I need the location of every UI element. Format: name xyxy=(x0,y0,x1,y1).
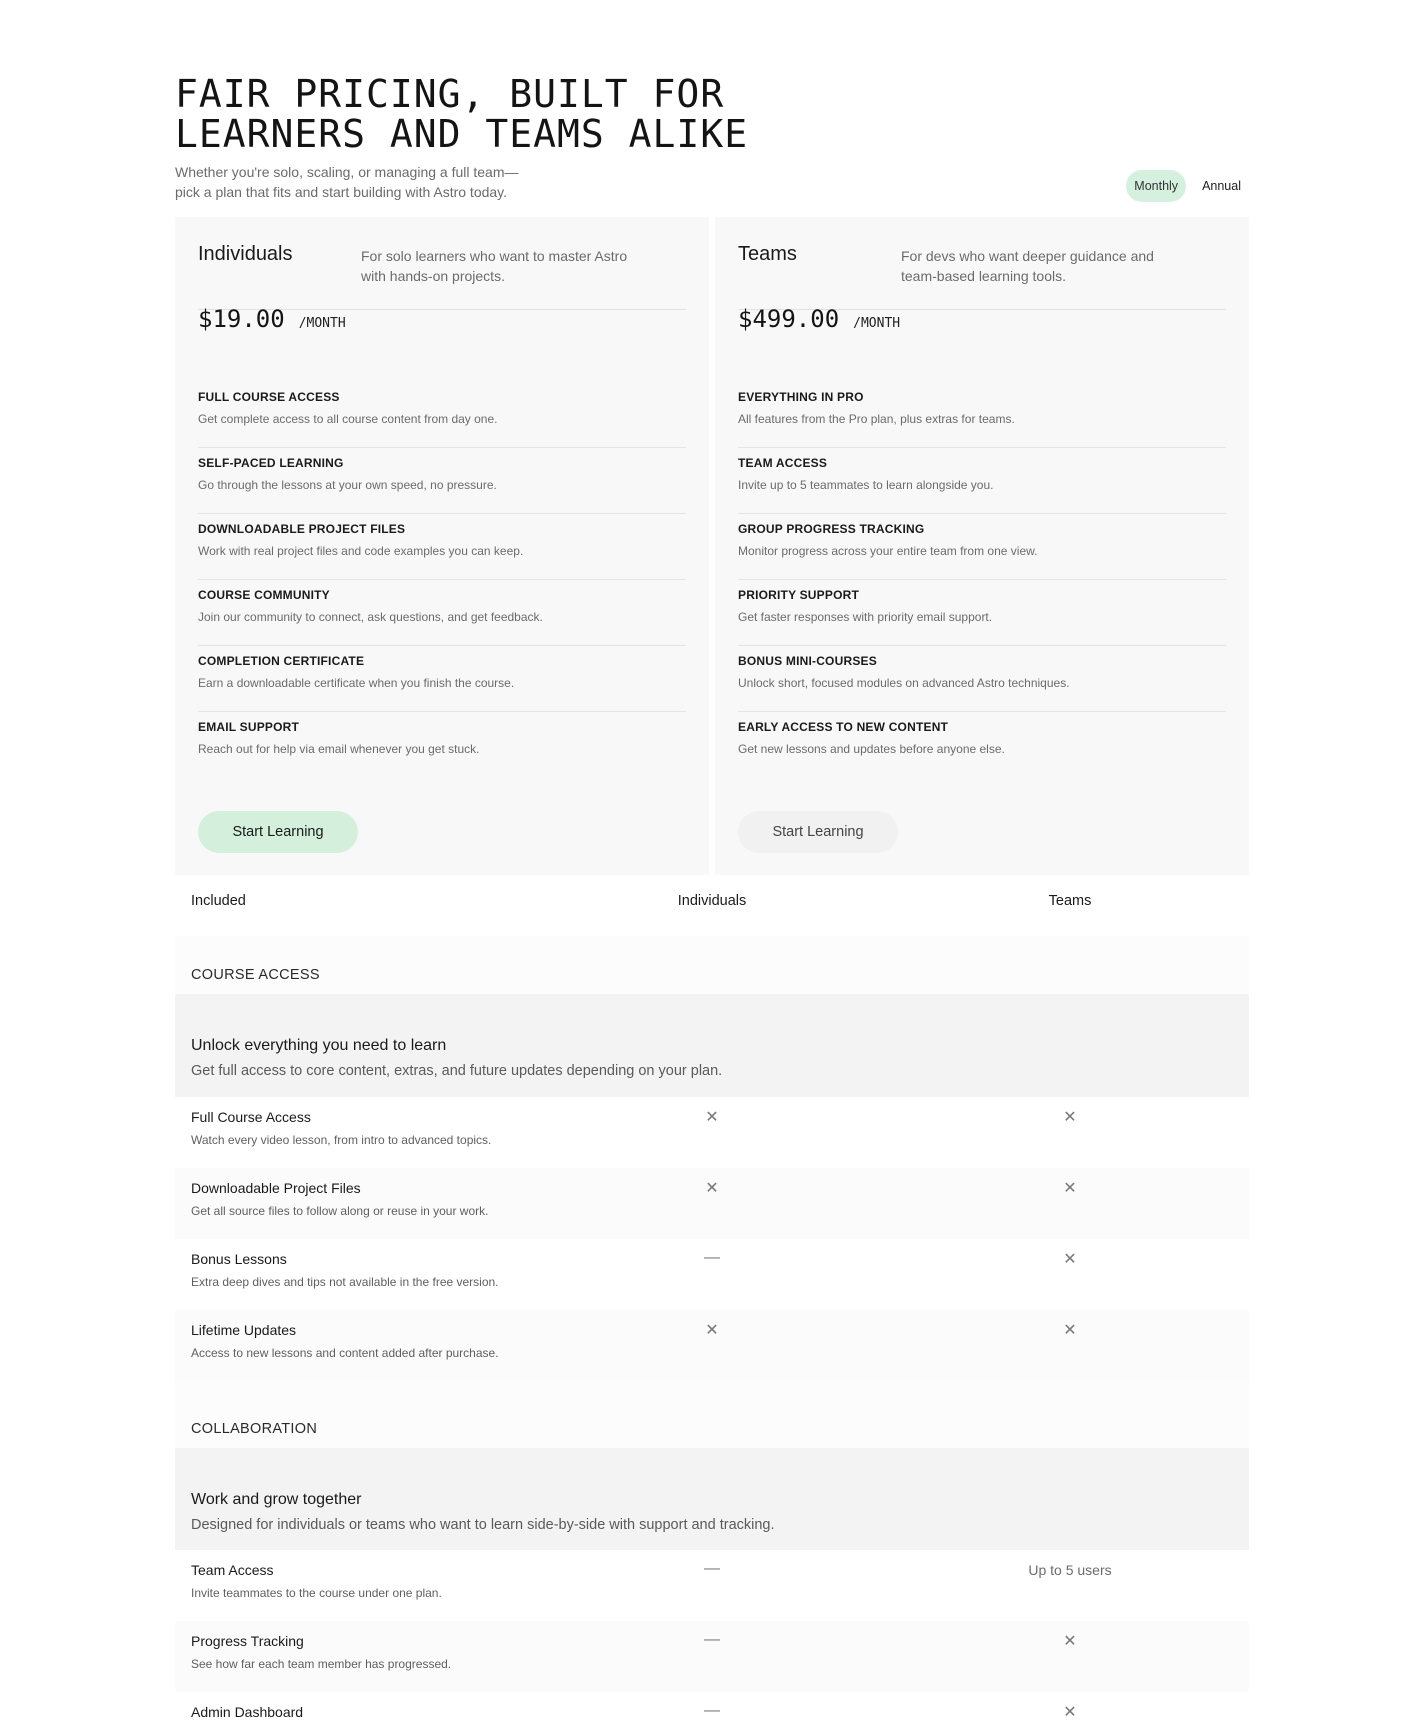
feature-item xyxy=(198,646,686,712)
row-individuals-value: — xyxy=(704,1249,720,1266)
plan-name: Individuals xyxy=(198,243,293,265)
price-period: /MONTH xyxy=(298,316,346,331)
feature-description: Go through the lessons at your own speed, no pressure. xyxy=(198,478,497,492)
section-title: Unlock everything you need to learn xyxy=(191,1037,447,1054)
feature-description: Reach out for help via email whenever you get stuck. xyxy=(198,742,480,756)
row-description: Invite teammates to the course under one plan. xyxy=(191,1586,442,1600)
comparison-row xyxy=(175,1692,1249,1723)
row-description: Get all source files to follow along or reuse in your work. xyxy=(191,1204,489,1218)
feature-item xyxy=(738,514,1226,580)
feature-item xyxy=(738,382,1226,448)
page-title xyxy=(175,74,875,154)
row-individuals-value: — xyxy=(704,1702,720,1719)
section-label-course-access: COURSE ACCESS xyxy=(191,967,320,983)
price-amount: $499.00 xyxy=(738,305,840,333)
feature-item xyxy=(738,646,1226,712)
row-teams-value: ✕ xyxy=(1063,1704,1077,1721)
feature-description: Monitor progress across your entire team from one view. xyxy=(738,544,1038,558)
feature-title: FULL COURSE ACCESS xyxy=(198,390,340,404)
section-label-band xyxy=(175,936,1249,994)
plan-header xyxy=(738,243,1226,310)
feature-title: EVERYTHING IN PRO xyxy=(738,390,864,404)
plan-description: For devs who want deeper guidance and team-based learning tools. xyxy=(901,248,1154,284)
feature-description: Get new lessons and updates before anyone else. xyxy=(738,742,1005,756)
row-teams-value: ✕ xyxy=(1063,1322,1077,1339)
comparison-row xyxy=(175,1310,1249,1381)
feature-description: Join our community to connect, ask questions, and get feedback. xyxy=(198,610,543,624)
page-subtitle-line-2: pick a plan that fits and start building with Astro today. xyxy=(175,184,508,200)
plan-description: For solo learners who want to master Astro with hands-on projects. xyxy=(361,248,628,284)
row-teams-value: ✕ xyxy=(1063,1180,1077,1197)
feature-description: All features from the Pro plan, plus extras for teams. xyxy=(738,412,1015,426)
comparison-row xyxy=(175,1621,1249,1692)
row-title: Team Access xyxy=(191,1562,274,1578)
feature-title: GROUP PROGRESS TRACKING xyxy=(738,522,925,536)
page-title-line-2: LEARNERS AND TEAMS ALIKE xyxy=(175,112,749,156)
feature-item xyxy=(738,580,1226,646)
row-title: Downloadable Project Files xyxy=(191,1180,361,1196)
header-individuals: Individuals xyxy=(677,893,747,909)
section-description: Get full access to core content, extras, and future updates depending on your plan. xyxy=(191,1063,723,1079)
header-teams: Teams xyxy=(1048,893,1092,909)
row-title: Admin Dashboard xyxy=(191,1704,304,1720)
feature-item xyxy=(738,448,1226,514)
row-teams-value: ✕ xyxy=(1063,1251,1077,1268)
header-included: Included xyxy=(191,893,246,909)
price-period: /MONTH xyxy=(853,316,901,331)
plan-cards xyxy=(175,217,1249,875)
feature-description: Work with real project files and code examples you can keep. xyxy=(198,544,524,558)
feature-title: EMAIL SUPPORT xyxy=(198,720,300,734)
comparison-row xyxy=(175,1168,1249,1239)
section-label-collaboration: COLLABORATION xyxy=(191,1421,318,1437)
row-teams-value: ✕ xyxy=(1063,1109,1077,1126)
plan-name: Teams xyxy=(738,243,797,265)
feature-item xyxy=(198,580,686,646)
section-label-band xyxy=(175,1381,1249,1448)
page-title-line-1: FAIR PRICING, BUILT FOR xyxy=(175,72,725,116)
section-title: Work and grow together xyxy=(191,1491,362,1508)
plan-header xyxy=(198,243,686,310)
page-subtitle xyxy=(175,162,595,202)
feature-title: TEAM ACCESS xyxy=(738,456,828,470)
feature-list xyxy=(198,382,686,778)
feature-title: COURSE COMMUNITY xyxy=(198,588,330,602)
feature-item xyxy=(198,448,686,514)
feature-title: BONUS MINI-COURSES xyxy=(738,654,877,668)
price-amount: $19.00 xyxy=(198,305,285,333)
section-band-course-access xyxy=(175,994,1249,1097)
row-description: Watch every video lesson, from intro to advanced topics. xyxy=(191,1133,492,1147)
row-teams-value: ✕ xyxy=(1063,1633,1077,1650)
row-description: Extra deep dives and tips not available in the free version. xyxy=(191,1275,499,1289)
feature-list xyxy=(738,382,1226,778)
row-description: See how far each team member has progressed. xyxy=(191,1657,452,1671)
billing-toggle xyxy=(1126,170,1249,202)
page-subtitle-line-1: Whether you're solo, scaling, or managing a full team— xyxy=(175,164,519,180)
row-individuals-value: ✕ xyxy=(705,1109,719,1126)
row-individuals-value: ✕ xyxy=(705,1322,719,1339)
plan-price xyxy=(198,305,346,333)
plan-card-teams xyxy=(715,217,1249,875)
feature-description: Get complete access to all course content from day one. xyxy=(198,412,498,426)
section-description: Designed for individuals or teams who want to learn side-by-side with support and tracking. xyxy=(191,1517,775,1533)
feature-item xyxy=(738,712,1226,778)
start-learning-button-teams[interactable]: Start Learning xyxy=(738,811,898,853)
row-title: Full Course Access xyxy=(191,1109,311,1125)
row-individuals-value: — xyxy=(704,1631,720,1648)
row-individuals-value: — xyxy=(704,1560,720,1577)
feature-title: SELF-PACED LEARNING xyxy=(198,456,344,470)
feature-title: DOWNLOADABLE PROJECT FILES xyxy=(198,522,406,536)
feature-title: EARLY ACCESS TO NEW CONTENT xyxy=(738,720,949,734)
plan-price xyxy=(738,305,900,333)
billing-annual-option[interactable]: Annual xyxy=(1202,179,1241,193)
comparison-row xyxy=(175,1550,1249,1621)
comparison-header xyxy=(175,893,1249,923)
section-band-collaboration xyxy=(175,1448,1249,1550)
row-description: Access to new lessons and content added after purchase. xyxy=(191,1346,499,1360)
row-individuals-value: ✕ xyxy=(705,1180,719,1197)
feature-item xyxy=(198,514,686,580)
comparison-row xyxy=(175,1097,1249,1168)
billing-monthly-option[interactable]: Monthly xyxy=(1126,170,1186,202)
feature-item xyxy=(198,712,686,778)
feature-description: Unlock short, focused modules on advanced Astro techniques. xyxy=(738,676,1070,690)
row-title: Progress Tracking xyxy=(191,1633,304,1649)
feature-title: COMPLETION CERTIFICATE xyxy=(198,654,365,668)
feature-description: Get faster responses with priority email support. xyxy=(738,610,993,624)
feature-title: PRIORITY SUPPORT xyxy=(738,588,859,602)
feature-item xyxy=(198,382,686,448)
start-learning-button-individuals[interactable]: Start Learning xyxy=(198,811,358,853)
plan-card-individuals xyxy=(175,217,709,875)
feature-description: Earn a downloadable certificate when you finish the course. xyxy=(198,676,515,690)
row-title: Bonus Lessons xyxy=(191,1251,287,1267)
row-teams-value: Up to 5 users xyxy=(1028,1562,1112,1578)
comparison-row xyxy=(175,1239,1249,1310)
row-title: Lifetime Updates xyxy=(191,1322,297,1338)
feature-description: Invite up to 5 teammates to learn alongside you. xyxy=(738,478,994,492)
